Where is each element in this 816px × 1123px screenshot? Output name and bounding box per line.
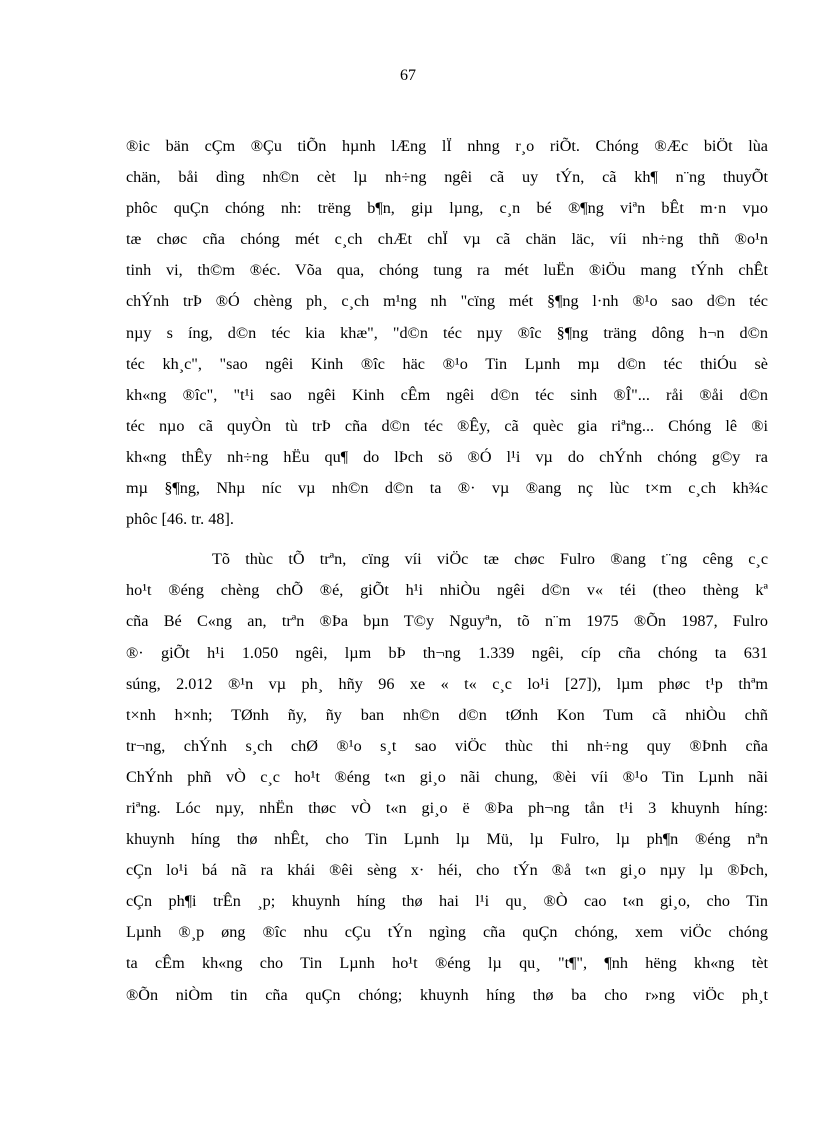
text-line: tr¬ng, chÝnh s¸ch chØ ®¹o s¸t sao viÖc thùc thi nh÷ng quy ®Þnh cña: [126, 736, 768, 755]
text-line: tæ chøc cña chóng mét c¸ch chÆt chÏ vµ cã chän läc, víi nh÷ng thñ ®o¹n: [126, 230, 768, 249]
text-line: phôc quÇn chóng nh: trëng b¶n, giµ lµng, c¸n bé ®¶ng viªn bÊt m·n vµo: [126, 199, 768, 218]
text-line: kh«ng thÊy nh÷ng hËu qu¶ do lÞch sö ®Ó l¹i vµ do chÝnh chóng g©y ra: [126, 447, 768, 466]
text-line: ChÝnh phñ vÒ c¸c ho¹t ®éng t«n gi¸o nãi chung, ®èi víi ®¹o Tin Lµnh nãi: [126, 767, 768, 786]
paragraph-gap: [126, 535, 768, 544]
text-line: Lµnh ®¸p øng ®îc nhu cÇu tÝn ngìng cña quÇn chóng, xem viÖc chóng: [126, 923, 768, 942]
text-line: chän, båi dìng nh©n cèt lµ nh÷ng ngêi cã uy tÝn, cã kh¶ n¨ng thuyÕt: [126, 168, 768, 187]
body-text: [126, 131, 768, 1011]
text-line: tinh vi, th©m ®éc. Võa qua, chóng tung ra mét luËn ®iÖu mang tÝnh chÊt: [126, 261, 768, 280]
text-line: kh«ng ®îc", "t¹i sao ngêi Kinh cÊm ngêi d©n téc sinh ®Î"... råi ®åi d©n: [126, 385, 768, 404]
text-line: ta cÊm kh«ng cho Tin Lµnh ho¹t ®éng lµ qu¸ "t¶", ¶nh hëng kh«ng tèt: [126, 954, 768, 973]
text-line: ®· giÕt h¹i 1.050 ngêi, lµm bÞ th¬ng 1.339 ngêi, cíp cña chóng ta 631: [126, 643, 768, 662]
text-line: khuynh híng thø nhÊt, cho Tin Lµnh lµ Mü, lµ Fulro, lµ ph¶n ®éng nªn: [126, 830, 768, 849]
text-line: téc kh¸c", "sao ngêi Kinh ®îc häc ®¹o Tin Lµnh mµ d©n téc thiÓu sè: [126, 354, 768, 373]
paragraph-2: [126, 544, 768, 1010]
text-line: cÇn ph¶i trÊn ¸p; khuynh híng thø hai l¹i qu¸ ®Ò cao t«n gi¸o, cho Tin: [126, 892, 768, 911]
text-line: t×nh h×nh; TØnh ñy, ñy ban nh©n d©n tØnh Kon Tum cã nhiÒu chñ: [126, 705, 768, 724]
text-line: chÝnh trÞ ®Ó chèng ph¸ c¸ch m¹ng nh "cïng mét §¶ng l·nh ®¹o sao d©n téc: [126, 292, 768, 311]
text-line: súng, 2.012 ®¹n vµ ph¸ hñy 96 xe « t« c¸c lo¹i [27]), lµm phøc t¹p thªm: [126, 674, 768, 693]
page-number: 67: [400, 67, 416, 84]
text-line: ho¹t ®éng chèng chÕ ®é, giÕt h¹i nhiÒu ngêi d©n v« téi (theo thèng kª: [126, 581, 768, 600]
text-line: ®Õn niÒm tin cña quÇn chóng; khuynh híng thø ba cho r»ng viÖc ph¸t: [126, 985, 768, 1004]
text-line: nµy s íng, d©n téc kia khæ", "d©n téc nµy ®îc §¶ng träng dông h¬n d©n: [126, 323, 768, 342]
text-line: riªng. Lóc nµy, nhËn thøc vÒ t«n gi¸o ë ®Þa ph¬ng tån t¹i 3 khuynh híng:: [126, 798, 768, 817]
text-line: cÇn lo¹i bá nã ra khái ®êi sèng x· héi, cho tÝn ®å t«n gi¸o nµy lµ ®Þch,: [126, 861, 768, 880]
text-line: cña Bé C«ng an, trªn ®Þa bµn T©y Nguyªn, tõ n¨m 1975 ®Õn 1987, Fulro: [126, 612, 768, 631]
text-line: phôc [46. tr. 48].: [126, 510, 234, 529]
text-line: mµ §¶ng, Nhµ níc vµ nh©n d©n ta ®· vµ ®ang nç lùc t×m c¸ch kh¾c: [126, 479, 768, 498]
text-line: téc nµo cã quyÒn tù trÞ cña d©n téc ®Êy, cã quèc gia riªng... Chóng lê ®i: [126, 416, 768, 435]
paragraph-1: [126, 131, 768, 535]
text-line: Tõ thùc tÕ trªn, cïng víi viÖc tæ chøc Fulro ®ang t¨ng cêng c¸c: [212, 550, 768, 569]
text-line: ®ic bän cÇm ®Çu tiÕn hµnh lÆng lÏ nhng r¸o riÕt. Chóng ®Æc biÖt lùa: [126, 137, 768, 155]
